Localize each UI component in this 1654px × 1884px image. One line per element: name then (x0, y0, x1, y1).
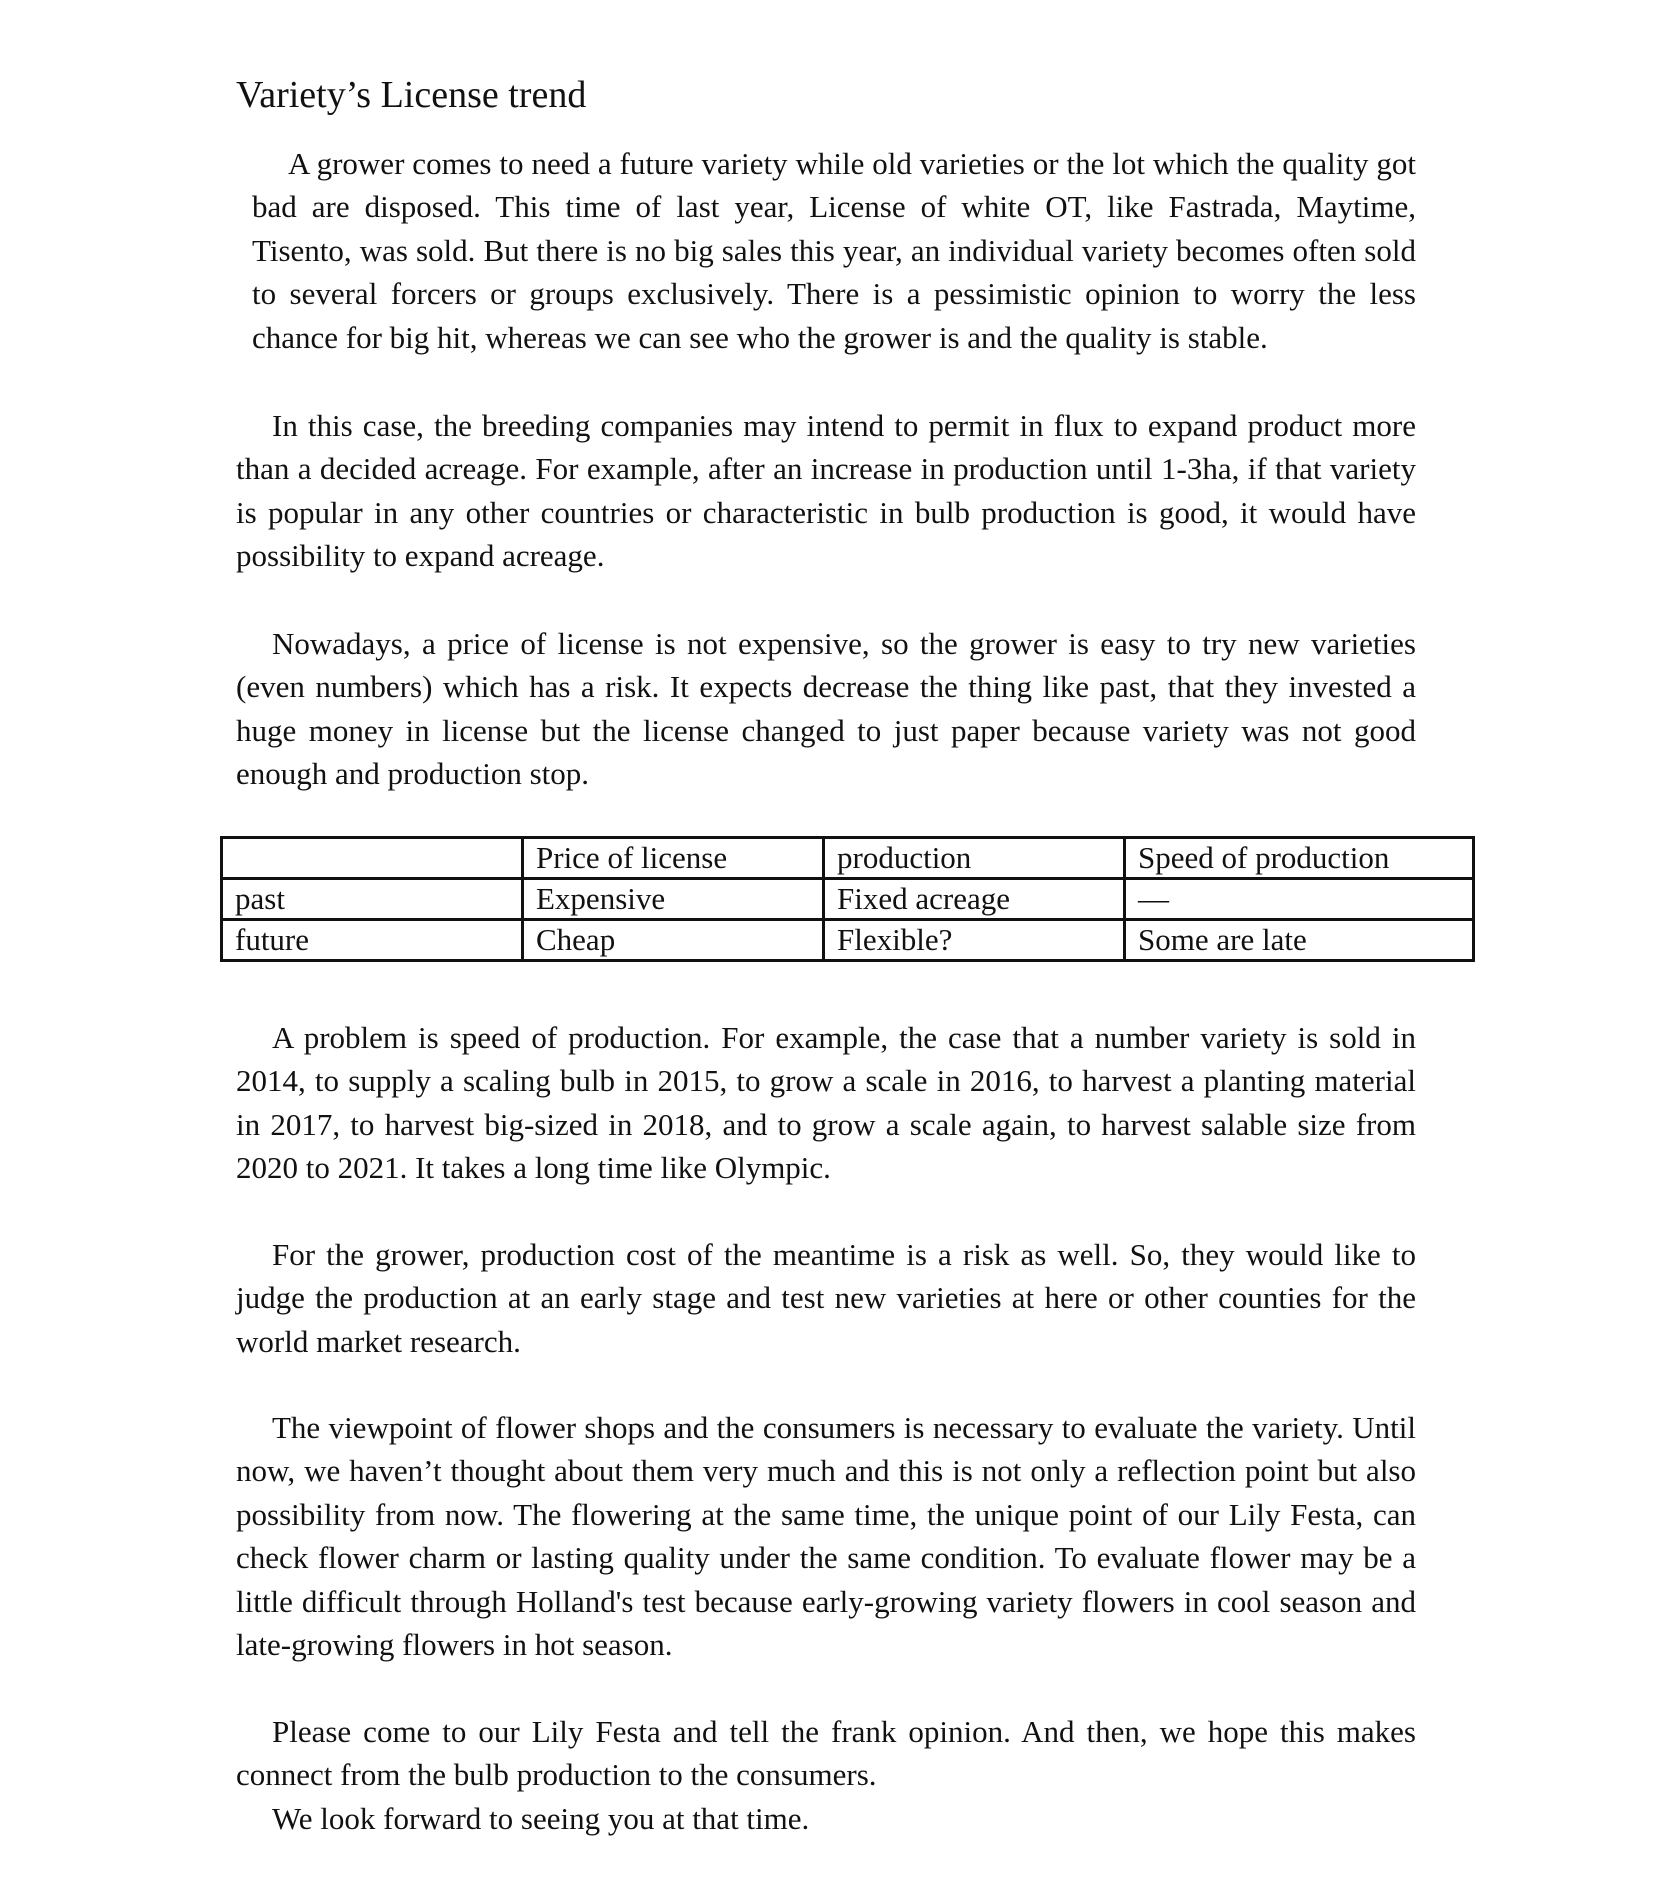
paragraph-1: A grower comes to need a future variety while old varieties or the lot which the quality got bad are disposed. This time of last year, License of white OT, like Fastrada, Maytime, Tisento, was sold. But there is no big sales this year, an individual variety becomes often sold to several forcers or groups exclusively. There is a pessimistic opinion to worry the less chance for big hit, whereas we can see who the grower is and the quality is stable. (252, 146, 1416, 355)
table-header-cell: production (824, 838, 1125, 879)
table-cell: Cheap (523, 920, 824, 961)
paragraph-2: In this case, the breeding companies may intend to permit in flux to expand product more than a decided acreage. For example, after an increase in production until 1-3ha, if that variety is popular in any other countries or characteristic in bulb production is good, it would have possibility to expand acreage. (236, 408, 1416, 574)
paragraph-7: Please come to our Lily Festa and tell the frank opinion. And then, we hope this makes connect from the bulb production to the consumers. (236, 1714, 1416, 1793)
table-cell: Some are late (1125, 920, 1474, 961)
page-title: Variety’s License trend (236, 74, 587, 116)
table-cell: future (222, 920, 523, 961)
table-header-cell: Price of license (523, 838, 824, 879)
license-comparison-table-wrapper (220, 836, 1472, 962)
table-row (222, 879, 1474, 920)
paragraph-3: Nowadays, a price of license is not expensive, so the grower is easy to try new varieties (even numbers) which has a risk. It expects decrease the thing like past, that they invested a huge money in license but the license changed to just paper because variety was not good enough and production stop. (236, 626, 1416, 792)
paragraph-5: For the grower, production cost of the meantime is a risk as well. So, they would like to judge the production at an early stage and test new varieties at here or other counties for the world market research. (236, 1237, 1416, 1359)
table-row (222, 920, 1474, 961)
table-header-cell: Speed of production (1125, 838, 1474, 879)
table-cell: Fixed acreage (824, 879, 1125, 920)
table-cell: Flexible? (824, 920, 1125, 961)
paragraph-6: The viewpoint of flower shops and the consumers is necessary to evaluate the variety. Until now, we haven’t thought about them very much and this is not only a reflection point but also possibility from now. The flowering at the same time, the unique point of our Lily Festa, can check flower charm or lasting quality under the same condition. To evaluate flower may be a little difficult through Holland's test because early-growing variety flowers in cool season and late-growing flowers in hot season. (236, 1410, 1416, 1663)
table-cell: — (1125, 879, 1474, 920)
license-comparison-table (220, 836, 1475, 962)
paragraph-4: A problem is speed of production. For example, the case that a number variety is sold in 2014, to supply a scaling bulb in 2015, to grow a scale in 2016, to harvest a planting material in 2017, to harvest big-sized in 2018, and to grow a scale again, to harvest salable size from 2020 to 2021. It takes a long time like Olympic. (236, 1020, 1416, 1186)
table-header-cell (222, 838, 523, 879)
paragraph-8: We look forward to seeing you at that time. (272, 1801, 810, 1836)
table-header-row (222, 838, 1474, 879)
table-cell: past (222, 879, 523, 920)
table-cell: Expensive (523, 879, 824, 920)
